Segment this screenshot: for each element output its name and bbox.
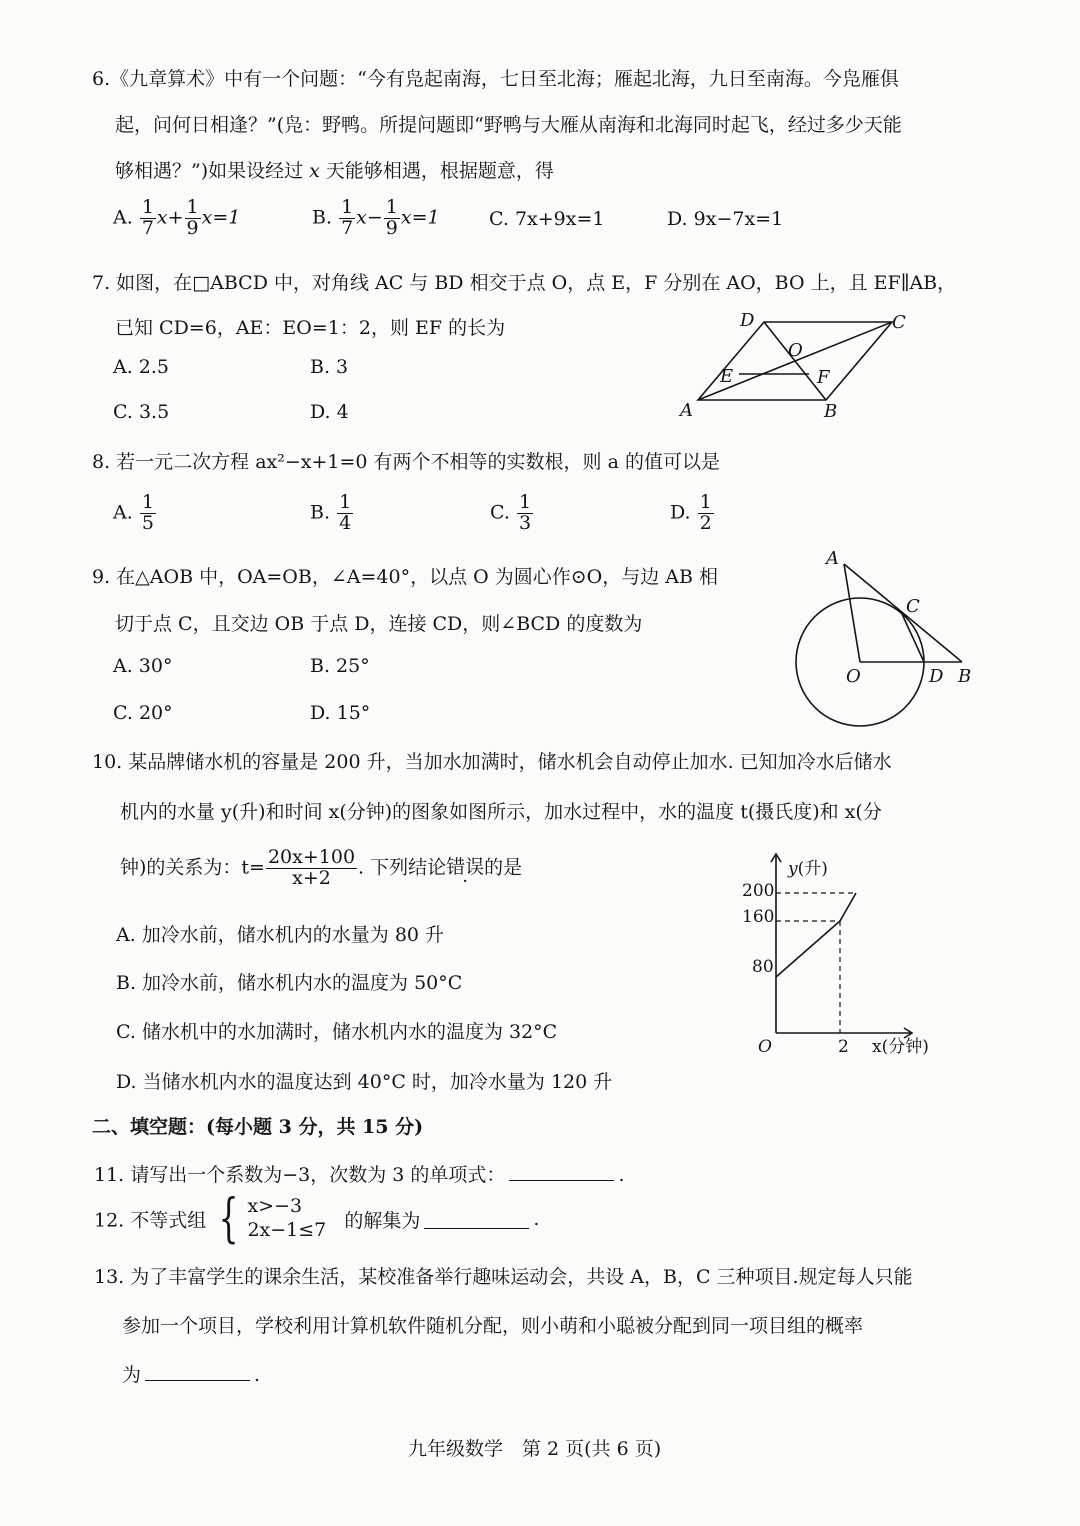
- q9-option-a: A. 30°: [113, 655, 173, 677]
- q11: 11. 请写出一个系数为−3，次数为 3 的单项式： .: [94, 1164, 625, 1186]
- circle-figure: [786, 544, 986, 734]
- x-axis-label: x(分钟): [872, 1037, 929, 1057]
- label-c: C: [892, 312, 906, 333]
- label-b: B: [958, 666, 972, 687]
- label-d: D: [740, 310, 755, 331]
- x-tick-2: 2: [838, 1037, 849, 1057]
- diagonal-bd: [764, 322, 826, 400]
- q6-option-a: A. $\frac{1}{7}$ x+ $\frac{1}{9}$ x=1: [113, 196, 241, 239]
- label-b: B: [824, 401, 838, 422]
- q10-option-a: A. 加冷水前，储水机内的水量为 80 升: [116, 924, 445, 946]
- section-2-title: 二、填空题：(每小题 3 分，共 15 分): [92, 1116, 424, 1138]
- segment-oa: [844, 564, 860, 662]
- q8-stem: 8. 若一元二次方程 ax²−x+1=0 有两个不相等的实数根，则 a 的值可以是: [92, 451, 720, 473]
- water-volume-graph: [730, 848, 960, 1063]
- q6-line2: 起，问何日相逢？”(凫：野鸭。所提问题即“野鸭与大雁从南海和北海同时起飞，经过多少天能: [115, 114, 902, 136]
- q7-option-d: D. 4: [310, 401, 349, 423]
- q11-answer-blank[interactable]: [509, 1162, 614, 1181]
- segment-ab: [844, 564, 962, 662]
- q10-option-c: C. 储水机中的水加满时，储水机内水的温度为 32°C: [116, 1021, 558, 1043]
- q13-answer-blank[interactable]: [145, 1362, 250, 1381]
- q7-option-b: B. 3: [310, 356, 349, 378]
- q8-option-b: B. $\frac{1}{4}$: [310, 491, 352, 534]
- q10-line1: 10. 某品牌储水机的容量是 200 升，当加水加满时，储水机会自动停止加水. 已知加冷水后储水: [92, 751, 892, 773]
- inequality-system: x>−3 2x−1≤7: [247, 1195, 327, 1241]
- q8-option-a: A. $\frac{1}{5}$: [113, 491, 154, 534]
- q9-option-c: C. 20°: [113, 702, 173, 724]
- q9-option-d: D. 15°: [310, 702, 371, 724]
- label-c: C: [906, 596, 920, 617]
- label-e: E: [720, 366, 734, 387]
- q6-option-c: C. 7x+9x=1: [489, 208, 605, 230]
- q7-option-a: A. 2.5: [113, 356, 170, 378]
- q10-line3: 钟)的关系为：t= $\frac{20x+100}{x+2}$ . 下列结论错误的是: [120, 846, 523, 889]
- label-a: A: [680, 400, 693, 421]
- y-tick-200: 200: [742, 881, 775, 901]
- page-footer: 九年级数学 第 2 页(共 6 页): [408, 1438, 662, 1460]
- q9-option-b: B. 25°: [310, 655, 370, 677]
- q6-line3: 够相遇？”)如果设经过 x 天能够相遇，根据题意，得: [115, 160, 554, 182]
- q7-option-c: C. 3.5: [113, 401, 170, 423]
- q12: 12. 不等式组 { x>−3 2x−1≤7 的解集为 .: [94, 1189, 540, 1249]
- q6-option-b: B. $\frac{1}{7}$ x− $\frac{1}{9}$ x=1: [312, 196, 440, 239]
- label-a: A: [826, 548, 839, 569]
- volume-line: [776, 893, 856, 977]
- label-o: O: [846, 666, 861, 687]
- y-tick-80: 80: [752, 957, 774, 977]
- q9-line2: 切于点 C，且交边 OB 于点 D，连接 CD，则∠BCD 的度数为: [115, 613, 643, 635]
- origin-label: O: [758, 1037, 772, 1057]
- q8-option-c: C. $\frac{1}{3}$: [490, 491, 532, 534]
- parallelogram-figure: [670, 306, 920, 422]
- label-f: F: [817, 367, 830, 388]
- label-o: O: [788, 340, 803, 361]
- q13-line2: 参加一个项目，学校利用计算机软件随机分配，则小萌和小聪被分配到同一项目组的概率: [122, 1315, 864, 1337]
- q7-line1: 7. 如图，在□ABCD 中，对角线 AC 与 BD 相交于点 O，点 E，F 分别在 AO，BO 上，且 EF∥AB，: [92, 272, 957, 294]
- q7-line2: 已知 CD=6，AE：EO=1：2，则 EF 的长为: [115, 317, 506, 339]
- brace-symbol: {: [218, 1189, 239, 1249]
- q6-line1: 6.《九章算术》中有一个问题：“今有凫起南海，七日至北海；雁起北海，九日至南海。今凫雁俱: [92, 68, 899, 90]
- q12-answer-blank[interactable]: [424, 1210, 529, 1229]
- q9-line1: 9. 在△AOB 中，OA=OB，∠A=40°，以点 O 为圆心作⊙O，与边 AB 相: [92, 566, 718, 588]
- q10-line2: 机内的水量 y(升)和时间 x(分钟)的图象如图所示，加水过程中，水的温度 t(摄氏度)和 x(分: [120, 801, 882, 823]
- q13-line3: 为 .: [122, 1364, 261, 1386]
- y-tick-160: 160: [742, 907, 775, 927]
- q10-option-d: D. 当储水机内水的温度达到 40°C 时，加冷水量为 120 升: [116, 1071, 613, 1093]
- label-d: D: [929, 666, 944, 687]
- q13-line1: 13. 为了丰富学生的课余生活，某校准备举行趣味运动会，共设 A，B，C 三种项目.规定每人只能: [94, 1266, 913, 1288]
- q8-option-d: D. $\frac{1}{2}$: [670, 491, 712, 534]
- q6-option-d: D. 9x−7x=1: [667, 208, 784, 230]
- q10-option-b: B. 加冷水前，储水机内水的温度为 50°C: [116, 972, 463, 994]
- y-axis-label: y(升): [788, 859, 828, 879]
